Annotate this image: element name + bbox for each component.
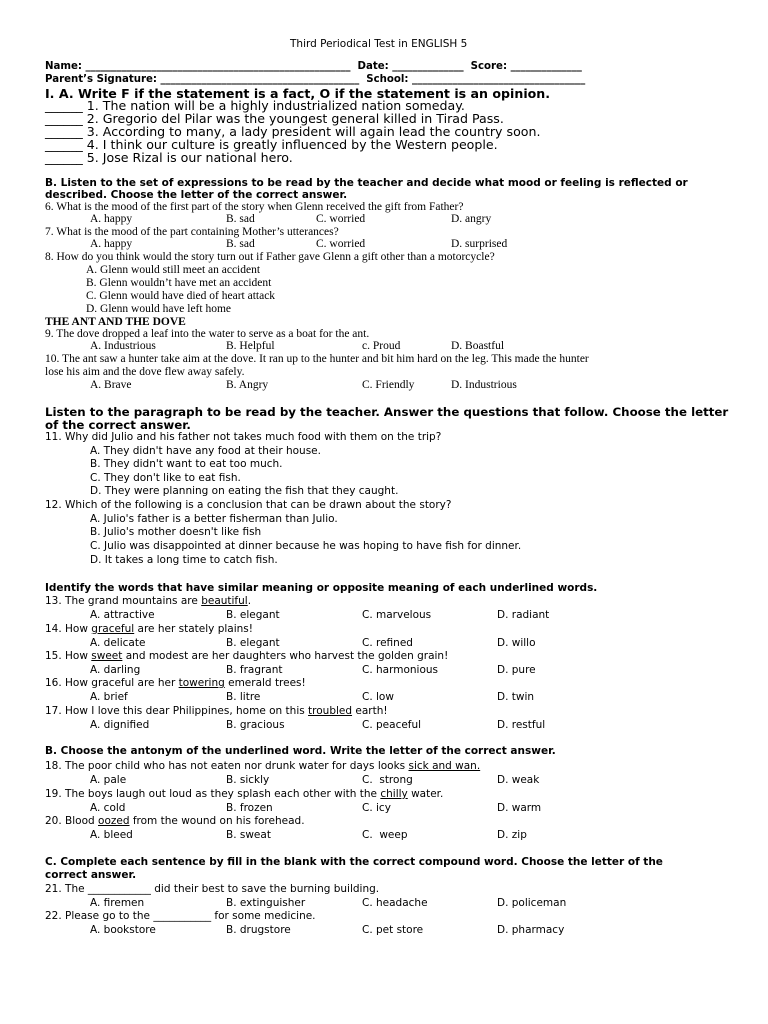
q9-option-a: A. Industrious: [90, 340, 156, 352]
partC-heading-2: of the correct answer.: [45, 418, 191, 432]
q7-option-a: A. happy: [90, 238, 133, 250]
q11-option-d: D. They were planning on eating the fish that they caught.: [90, 485, 399, 497]
partB-heading-2: described. Choose the letter of the correct answer.: [45, 189, 348, 201]
question-20: 20. Blood oozed from the wound on his forehead.: [45, 815, 305, 827]
q17-option-c: C. peaceful: [362, 719, 422, 731]
question-13: 13. The grand mountains are beautiful.: [45, 595, 252, 607]
question-8: 8. How do you think would the story turn out if Father gave Glenn a gift other than a motorcycle?: [45, 251, 495, 263]
part1-item-3: ______ 3. According to many, a lady president will again lead the country soon.: [45, 124, 541, 139]
partE-heading: B. Choose the antonym of the underlined word. Write the letter of the correct answer.: [45, 745, 556, 757]
q13-option-d: D. radiant: [497, 609, 550, 621]
q10-option-a: A. Brave: [90, 379, 132, 391]
q16-option-a: A. brief: [90, 691, 128, 703]
question-15: 15. How sweet and modest are her daughters who harvest the golden grain!: [45, 650, 449, 662]
q20-option-d: D. zip: [497, 829, 527, 841]
q8-option-a: A. Glenn would still meet an accident: [86, 264, 261, 276]
q22-option-c: C. pet store: [362, 924, 424, 936]
question-21: 21. The ____________ did their best to save the burning building.: [45, 883, 380, 895]
underlined-word: graceful: [91, 623, 135, 635]
part1-heading: I. A. Write F if the statement is a fact, O if the statement is an opinion.: [45, 86, 551, 101]
q16-option-c: C. low: [362, 691, 394, 703]
partD-heading: Identify the words that have similar meaning or opposite meaning of each underlined words.: [45, 582, 598, 594]
parent-school-line: Parent’s Signature: _______________________________________ School: __________________________________: [45, 74, 586, 85]
q20-option-b: B. sweat: [226, 829, 271, 841]
question-9: 9. The dove dropped a leaf into the water to serve as a boat for the ant.: [45, 328, 370, 340]
q15-option-a: A. darling: [90, 664, 141, 676]
q18-option-d: D. weak: [497, 774, 540, 786]
q11-option-c: C. They don't like to eat fish.: [90, 472, 241, 484]
q19-option-d: D. warm: [497, 802, 542, 814]
q21-option-a: A. firemen: [90, 897, 145, 909]
question-11: 11. Why did Julio and his father not takes much food with them on the trip?: [45, 431, 442, 443]
question-6: 6. What is the mood of the first part of the story when Glenn received the gift from Father?: [45, 201, 464, 213]
question-19: 19. The boys laugh out loud as they splash each other with the chilly water.: [45, 788, 444, 800]
q15-option-c: C. harmonious: [362, 664, 439, 676]
part1-item-1: ______ 1. The nation will be a highly industrialized nation someday.: [45, 98, 465, 113]
part1-item-2: ______ 2. Gregorio del Pilar was the youngest general killed in Tirad Pass.: [45, 111, 504, 126]
underlined-word: beautiful: [201, 595, 248, 607]
q12-option-b: B. Julio's mother doesn't like fish: [90, 526, 262, 538]
q22-option-d: D. pharmacy: [497, 924, 565, 936]
q8-option-c: C. Glenn would have died of heart attack: [86, 290, 276, 302]
question-12: 12. Which of the following is a conclusion that can be drawn about the story?: [45, 499, 452, 511]
underlined-word: troubled: [308, 705, 353, 717]
partF-heading-1: C. Complete each sentence by fill in the blank with the correct compound word. Choose the letter of the: [45, 856, 663, 868]
part1-item-4: ______ 4. I think our culture is greatly influenced by the Western people.: [45, 137, 498, 152]
q20-option-a: A. bleed: [90, 829, 133, 841]
q13-option-a: A. attractive: [90, 609, 155, 621]
question-16: 16. How graceful are her towering emerald trees!: [45, 677, 306, 689]
q15-option-d: D. pure: [497, 664, 536, 676]
q21-option-d: D. policeman: [497, 897, 567, 909]
underlined-word: sick and wan.: [408, 760, 481, 772]
q18-option-c: C. strong: [362, 774, 413, 786]
part1-item-5: ______ 5. Jose Rizal is our national hero.: [45, 150, 293, 165]
q19-option-c: C. icy: [362, 802, 391, 814]
question-7: 7. What is the mood of the part containing Mother’s utterances?: [45, 226, 339, 238]
q12-option-d: D. It takes a long time to catch fish.: [90, 554, 278, 566]
q15-option-b: B. fragrant: [226, 664, 283, 676]
question-18: 18. The poor child who has not eaten nor drunk water for days looks sick and wan.: [45, 760, 481, 772]
q8-option-d: D. Glenn would have left home: [86, 303, 231, 315]
q6-option-b: B. sad: [226, 213, 255, 225]
q7-option-c: C. worried: [316, 238, 366, 250]
question-22: 22. Please go to the ___________ for some medicine.: [45, 910, 316, 922]
q19-option-a: A. cold: [90, 802, 126, 814]
q17-option-b: B. gracious: [226, 719, 285, 731]
q17-option-d: D. restful: [497, 719, 546, 731]
q8-option-b: B. Glenn wouldn’t have met an accident: [86, 277, 272, 289]
underlined-word: sweet: [91, 650, 123, 662]
q7-option-b: B. sad: [226, 238, 255, 250]
underlined-word: chilly: [380, 788, 408, 800]
q21-option-b: B. extinguisher: [226, 897, 306, 909]
q14-option-a: A. delicate: [90, 637, 146, 649]
q6-option-c: C. worried: [316, 213, 366, 225]
q22-option-a: A. bookstore: [90, 924, 156, 936]
q12-option-c: C. Julio was disappointed at dinner because he was hoping to have fish for dinner.: [90, 540, 522, 552]
story-title: THE ANT AND THE DOVE: [45, 316, 186, 328]
q22-option-b: B. drugstore: [226, 924, 291, 936]
q9-option-c: c. Proud: [362, 340, 401, 352]
test-title: Third Periodical Test in ENGLISH 5: [290, 38, 468, 50]
q20-option-c: C. weep: [362, 829, 408, 841]
q18-option-a: A. pale: [90, 774, 127, 786]
q19-option-b: B. frozen: [226, 802, 273, 814]
q10-option-c: C. Friendly: [362, 379, 415, 391]
q9-option-b: B. Helpful: [226, 340, 275, 352]
q21-option-c: C. headache: [362, 897, 428, 909]
q7-option-d: D. surprised: [451, 238, 508, 250]
q11-option-a: A. They didn't have any food at their house.: [90, 445, 321, 457]
q16-option-d: D. twin: [497, 691, 535, 703]
q14-option-c: C. refined: [362, 637, 413, 649]
underlined-word: oozed: [98, 815, 130, 827]
q14-option-d: D. willo: [497, 637, 536, 649]
q14-option-b: B. elegant: [226, 637, 280, 649]
q10-option-d: D. Industrious: [451, 379, 517, 391]
q16-option-b: B. litre: [226, 691, 261, 703]
question-14: 14. How graceful are her stately plains!: [45, 623, 253, 635]
q6-option-a: A. happy: [90, 213, 133, 225]
q17-option-a: A. dignified: [90, 719, 150, 731]
question-17: 17. How I love this dear Philippines, home on this troubled earth!: [45, 705, 388, 717]
name-date-score-line: Name: ____________________________________________________ Date: ______________ Score: ______________: [45, 61, 582, 72]
q11-option-b: B. They didn't want to eat too much.: [90, 458, 283, 470]
question-10-line-1: 10. The ant saw a hunter take aim at the dove. It ran up to the hunter and bit him hard on the leg. This made the hunter: [45, 353, 589, 365]
q18-option-b: B. sickly: [226, 774, 270, 786]
partB-heading-1: B. Listen to the set of expressions to be read by the teacher and decide what mood or feeling is reflected or: [45, 177, 688, 189]
q13-option-b: B. elegant: [226, 609, 280, 621]
q13-option-c: C. marvelous: [362, 609, 432, 621]
question-10-line-2: lose his aim and the dove flew away safely.: [45, 366, 245, 378]
partF-heading-2: correct answer.: [45, 869, 137, 881]
q9-option-d: D. Boastful: [451, 340, 505, 352]
q10-option-b: B. Angry: [226, 379, 269, 391]
q12-option-a: A. Julio's father is a better fisherman than Julio.: [90, 513, 338, 525]
partC-heading-1: Listen to the paragraph to be read by the teacher. Answer the questions that follow. Choose the letter: [45, 405, 729, 419]
underlined-word: towering: [178, 677, 225, 689]
q6-option-d: D. angry: [451, 213, 492, 225]
